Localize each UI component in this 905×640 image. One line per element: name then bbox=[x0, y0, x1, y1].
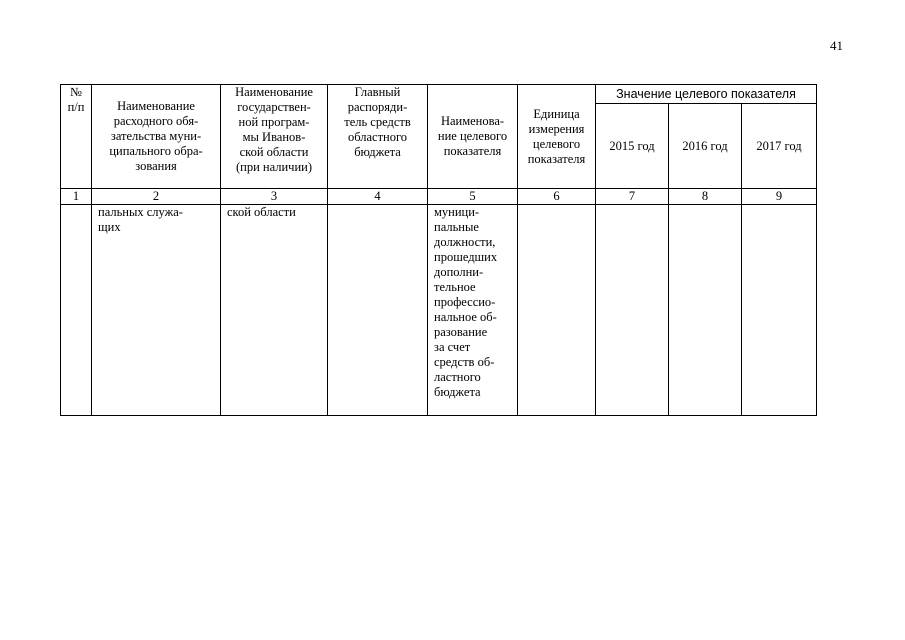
column-number: 7 bbox=[596, 189, 669, 205]
column-number: 4 bbox=[328, 189, 428, 205]
header-year-2015: 2015 год bbox=[596, 104, 669, 189]
column-number: 8 bbox=[669, 189, 742, 205]
column-number: 6 bbox=[518, 189, 596, 205]
cell-indicator-name: муници- пальные должности, прошедших дополни- тельное профессио- нальное об- разование за счет средств об- ластного бюджета bbox=[428, 205, 518, 416]
page-number: 41 bbox=[830, 38, 843, 53]
data-table bbox=[60, 84, 817, 416]
header-program-name: Наименование государствен- ной програм- мы Иванов- ской области (при наличии) bbox=[221, 85, 328, 189]
column-number: 2 bbox=[92, 189, 221, 205]
header-row-1 bbox=[61, 85, 817, 104]
cell-value-2015 bbox=[596, 205, 669, 416]
cell-value-2016 bbox=[669, 205, 742, 416]
cell-obligation-name: пальных служа- щих bbox=[92, 205, 221, 416]
header-indicator-name: Наименова- ние целевого показателя bbox=[428, 85, 518, 189]
header-year-2016: 2016 год bbox=[669, 104, 742, 189]
column-number: 5 bbox=[428, 189, 518, 205]
header-year-2017: 2017 год bbox=[742, 104, 817, 189]
header-main-manager: Главный распоряди- тель средств областного бюджета bbox=[328, 85, 428, 189]
header-indicator-value-group: Значение целевого показателя bbox=[596, 85, 817, 104]
header-unit: Единица измерения целевого показателя bbox=[518, 85, 596, 189]
header-number: № п/п bbox=[61, 85, 92, 189]
cell-program-name: ской области bbox=[221, 205, 328, 416]
column-number: 9 bbox=[742, 189, 817, 205]
cell-unit bbox=[518, 205, 596, 416]
header-obligation-name: Наименование расходного обя- зательства муни- ципального обра- зования bbox=[92, 85, 221, 189]
column-number-row bbox=[61, 189, 817, 205]
cell-main-manager bbox=[328, 205, 428, 416]
cell-number bbox=[61, 205, 92, 416]
table-row bbox=[61, 205, 817, 416]
column-number: 1 bbox=[61, 189, 92, 205]
column-number: 3 bbox=[221, 189, 328, 205]
cell-value-2017 bbox=[742, 205, 817, 416]
